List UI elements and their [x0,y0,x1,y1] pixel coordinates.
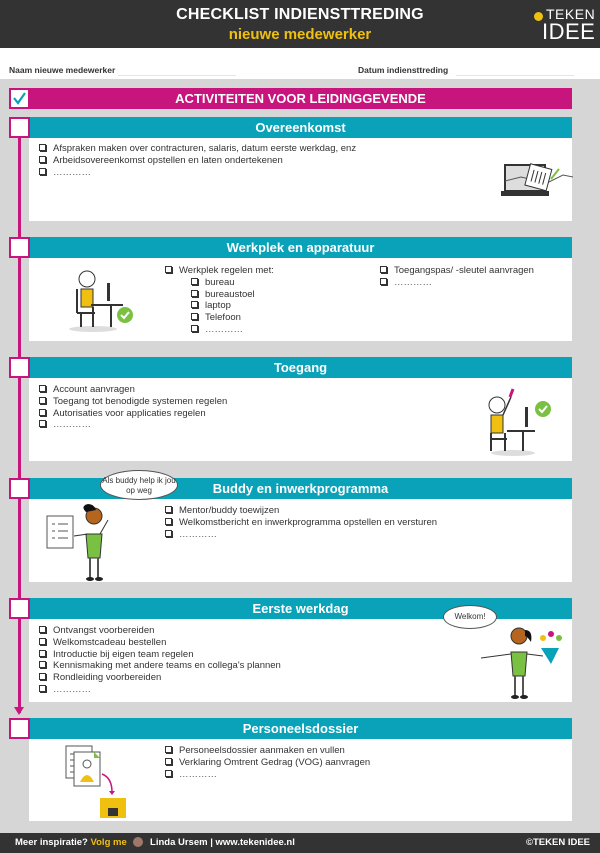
page-subtitle: nieuwe medewerker [228,26,372,43]
speech-bubble-welcome: Welkom! [443,605,497,629]
checkbox-icon[interactable] [39,385,46,392]
section-title: Toegang [29,357,572,378]
teken-idee-logo: TEKEN IDEE [520,6,590,44]
info-bar [0,48,600,79]
checklist [39,143,356,178]
checkbox-icon[interactable] [165,530,172,537]
checklist-item[interactable]: Verklaring Omtrent Gedrag (VOG) aanvragen [165,757,370,769]
buddy-person-icon [44,502,144,582]
author-avatar [133,837,143,847]
section-checkbox-overeenkomst[interactable] [9,117,30,138]
checklist-item[interactable]: Autorisaties voor applicaties regelen [39,408,227,420]
section-overeenkomst [29,117,572,221]
checkbox-icon[interactable] [165,506,172,513]
checklist-item[interactable]: Kennismaking met andere teams en collega's plannen [39,660,281,672]
checkbox-icon[interactable] [380,266,387,273]
checklist-item[interactable]: Personeelsdossier aanmaken en vullen [165,745,370,757]
page-header [0,0,600,48]
checkbox-icon[interactable] [165,266,172,273]
checkbox-icon[interactable] [191,301,198,308]
section-checkbox-eerste-werkdag[interactable] [9,598,30,619]
checklist [165,265,274,336]
main-checkbox[interactable] [9,88,30,109]
checkbox-icon[interactable] [191,278,198,285]
name-label: Naam nieuwe medewerker [9,65,116,75]
checklist-item[interactable]: ………… [39,684,281,696]
section-werkplek [29,237,572,341]
main-heading: ACTIVITEITEN VOOR LEIDINGGEVENDE [175,91,426,106]
checkbox-icon[interactable] [39,420,46,427]
timeline-line [18,128,21,713]
checklist-item[interactable]: Arbeidsovereenkomst opstellen en laten ondertekenen [39,155,356,167]
section-toegang [29,357,572,461]
checkbox-icon[interactable] [39,685,46,692]
checklist-item[interactable]: Ontvangst voorbereiden [39,625,281,637]
main-heading-bar [9,88,572,109]
checklist-item[interactable]: Welkomstcadeau bestellen [39,637,281,649]
document-to-folder-icon [64,744,134,818]
checklist-item[interactable]: Account aanvragen [39,384,227,396]
checkbox-icon[interactable] [191,325,198,332]
section-title: Overeenkomst [29,117,572,138]
checklist-item[interactable]: Toegang tot benodigde systemen regelen [39,396,227,408]
checkbox-icon[interactable] [39,156,46,163]
name-field[interactable] [118,75,236,76]
author-link[interactable]: Linda Ursem | www.tekenidee.nl [150,837,295,848]
checklist-subitem[interactable]: ………… [165,324,274,336]
checkbox-icon[interactable] [39,409,46,416]
checklist [39,625,281,696]
section-personeelsdossier [29,718,572,821]
date-label: Datum indiensttreding [358,65,449,75]
checklist-item[interactable]: Toegangspas/ -sleutel aanvragen [380,265,534,277]
speech-bubble-buddy: Als buddy help ik jou op weg [100,470,178,500]
person-at-desk-icon [67,267,135,333]
checklist [39,384,227,431]
checklist-item[interactable]: ………… [165,529,437,541]
checkbox-icon[interactable] [165,758,172,765]
person-with-key-icon [479,387,555,457]
checklist-item[interactable]: Welkomstbericht en inwerkprogramma opstellen en versturen [165,517,437,529]
checkbox-icon[interactable] [165,518,172,525]
checklist [165,505,437,540]
section-checkbox-personeelsdossier[interactable] [9,718,30,739]
checkbox-icon[interactable] [165,770,172,777]
checkbox-icon[interactable] [39,638,46,645]
checkbox-icon[interactable] [191,290,198,297]
checklist-item[interactable]: ………… [165,769,370,781]
welcome-person-flowers-icon [479,622,569,702]
checklist-subitem[interactable]: bureau [165,277,274,289]
page-footer [0,833,600,853]
copyright: ©TEKEN IDEE [525,837,590,848]
checklist-subitem[interactable]: bureaustoel [165,289,274,301]
checkbox-icon[interactable] [39,144,46,151]
checklist-item[interactable]: ………… [39,167,356,179]
section-title: Personeelsdossier [29,718,572,739]
checklist-right [380,265,534,289]
section-title: Eerste werkdag [29,598,572,619]
checkbox-icon[interactable] [39,650,46,657]
checkbox-icon[interactable] [191,313,198,320]
section-checkbox-buddy[interactable] [9,478,30,499]
section-title: Werkplek en apparatuur [29,237,572,258]
checkbox-icon[interactable] [39,673,46,680]
checkbox-icon[interactable] [39,661,46,668]
checkbox-icon[interactable] [39,168,46,175]
section-title: Buddy en inwerkprogramma [29,478,572,499]
section-checkbox-werkplek[interactable] [9,237,30,258]
checklist-item[interactable]: Introductie bij eigen team regelen [39,649,281,661]
checkmark-icon [12,91,27,106]
follow-link[interactable]: Volg me [90,837,127,848]
checkbox-icon[interactable] [39,397,46,404]
checklist [165,745,370,780]
checkbox-icon[interactable] [380,278,387,285]
date-field[interactable] [456,75,574,76]
checklist-subitem[interactable]: Telefoon [165,312,274,324]
checklist-item[interactable]: ………… [39,419,227,431]
checkbox-icon[interactable] [39,626,46,633]
checklist-item[interactable]: ………… [380,277,534,289]
section-checkbox-toegang[interactable] [9,357,30,378]
checklist-item[interactable]: Rondleiding voorbereiden [39,672,281,684]
checklist-subitem[interactable]: laptop [165,300,274,312]
timeline-arrow-icon [14,707,24,715]
checklist-item[interactable]: Afspraken maken over contracturen, salaris, datum eerste werkdag, enz [39,143,356,155]
laptop-contract-icon [501,161,573,199]
checklist-item[interactable]: Werkplek regelen met: [165,265,274,277]
checklist-item[interactable]: Mentor/buddy toewijzen [165,505,437,517]
page-title: CHECKLIST INDIENSTTREDING [176,6,424,23]
checkbox-icon[interactable] [165,746,172,753]
footer-credits: Meer inspiratie? Volg me Linda Ursem | www.tekenidee.nl [15,837,295,848]
